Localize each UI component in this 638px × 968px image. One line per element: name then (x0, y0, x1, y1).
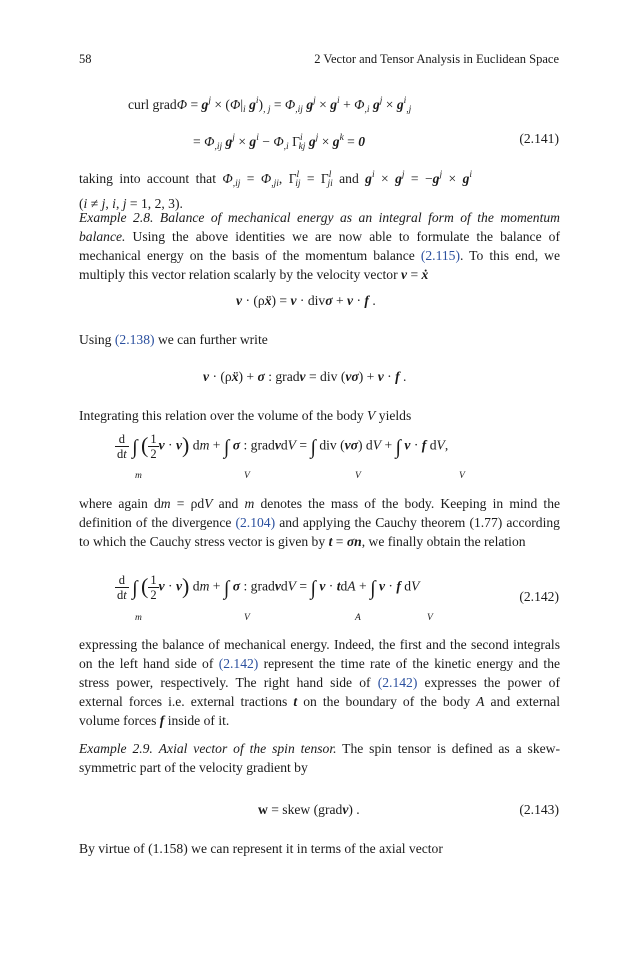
paragraph-taking-into-account: taking into account that $\Phi_{,ij} = \Phi_{,ji}$, $\Gamma^l_{ij} = \Gamma^l_{ji}$ and $g^i \times g^j = -g^j \times g^i$ (i ≠ j, i, j = 1, 2, 3). (79, 170, 472, 211)
equation-number: (2.141) (519, 131, 559, 146)
paragraph-using: Using (2.138) we can further write (79, 332, 268, 347)
paragraph-expressing: expressing the balance of mechanical energy. Indeed, the first and the second integrals on the left hand side of (2.142) represent the time rate of the kinetic energy and the stress power, respectively. The right hand side of (2.142) expresses the power of external forces i.e. external tractions t on the boundary of the body A and external volume forces f inside of it. (79, 637, 561, 728)
ref-2-138[interactable]: (2.138) (114, 332, 155, 347)
running-header (79, 50, 559, 70)
ref-2-115[interactable]: (2.115) (420, 248, 460, 263)
equation-2-143: w = skew (gradv) . (2.143) (258, 802, 559, 817)
chapter-title: 2 Vector and Tensor Analysis in Euclidean Space (314, 52, 559, 66)
equation-number: (2.143) (519, 802, 559, 817)
ref-2-104[interactable]: (2.104) (235, 515, 276, 530)
ref-2-142[interactable]: (2.142) (377, 675, 418, 690)
equation-2-142: $\frac{d}{dt}$ ∫ ( $\frac{1}{2}$ v · v) dm + ∫ σ : gradvdV = ∫ v · tdA + ∫ v · f dV m V A V (2.142) (117, 573, 559, 623)
example-title: Axial vector of the spin tensor. (158, 741, 337, 756)
paragraph-example-2-9: Example 2.9. Axial vector of the spin tensor. The spin tensor is defined as a skew-symmetric part of the velocity gradient by (79, 741, 560, 775)
equation-number: (2.142) (519, 589, 559, 604)
equation-curl-grad-line-1: curl gradΦ = $g^j \times (\Phi|_i$ $g^i)_{, j} = \Phi_{,ij}$ $g^j \times g^i + \Phi_{,i}$ $g^j \times g^i_{,j}$ (128, 96, 412, 115)
equation-stress-power: v · (ρẍ) + σ : gradv = div (vσ) + v · f . (203, 369, 407, 384)
paragraph-where-again: where again dm = ρdV and m denotes the mass of the body. Keeping in mind the definition of the divergence (2.104) and applying the Cauchy theorem (1.77) according to which the Cauchy stress vector is given by t = σn, we finally obtain the relation (79, 496, 561, 549)
paragraph-example-2-8: Example 2.8. Balance of mechanical energy as an integral form of the momentum balance. Using the above identities we are now able to formulate the balance of mechanical energy on the basis of the momentum balance (2.115). To this end, we multiply this vector relation scalarly by the velocity vector v = ẋ (79, 210, 561, 282)
equation-integral: $\frac{d}{dt}$ ∫ ( $\frac{1}{2}$ v · v) dm + ∫ σ : gradvdV = ∫ div (vσ) dV + ∫ v · f dV, m V V V (117, 432, 465, 481)
example-label: Example 2.8. (79, 210, 154, 225)
paragraph-by-virtue: By virtue of (1.158) we can represent it in terms of the axial vector (79, 841, 443, 856)
example-title: Balance of mechanical energy as an integral form of the momentum balance. (79, 210, 560, 244)
ref-2-142[interactable]: (2.142) (218, 656, 259, 671)
example-label: Example 2.9. (79, 741, 153, 756)
equation-2-141: = $\Phi_{,ij}$ $g^j \times g^i - \Phi_{,i}$ $\Gamma^i_{kj}$ $g^j \times g^k = 0$ (2.141) (193, 131, 559, 152)
paragraph-integrating: Integrating this relation over the volume of the body V yields (79, 408, 412, 423)
page-number: 58 (79, 52, 92, 66)
equation-momentum-scalar: v · (ρẍ) = v · divσ + v · f . (236, 293, 376, 308)
